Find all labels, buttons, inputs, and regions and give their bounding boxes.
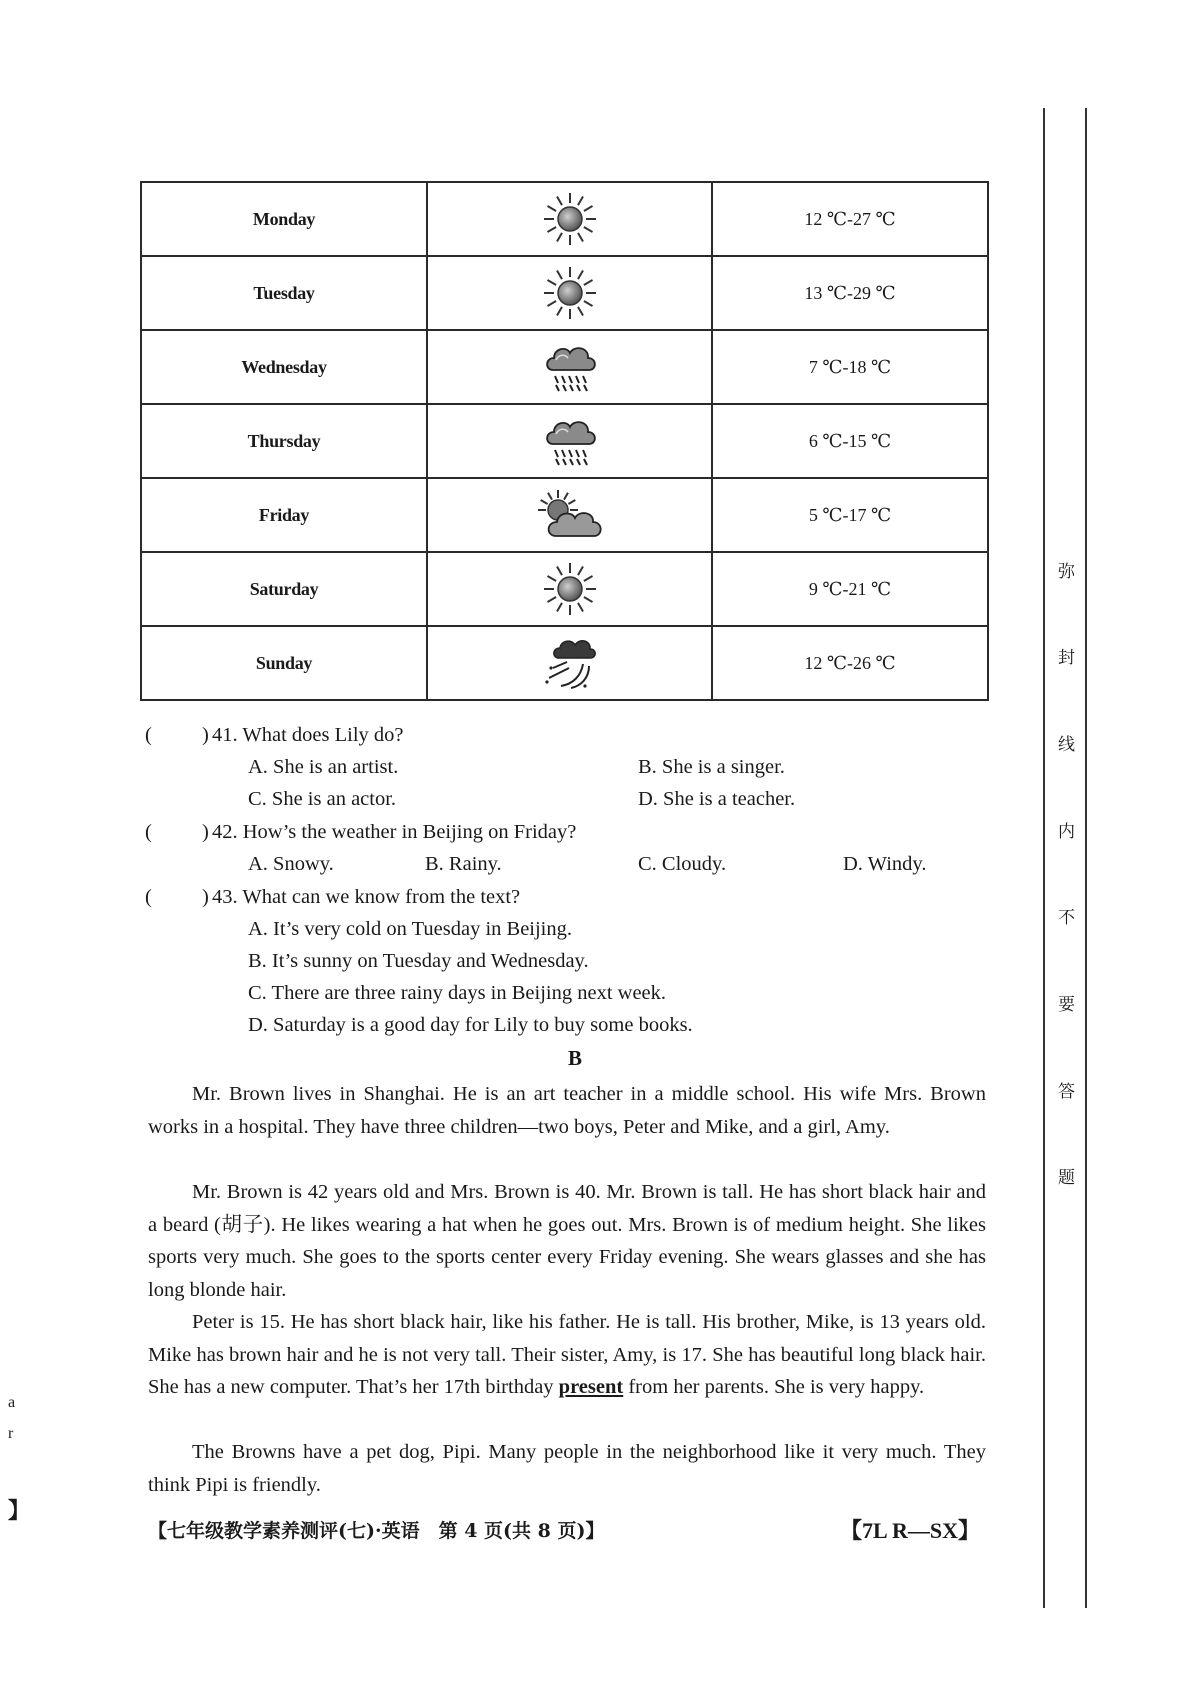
passage-paragraph-1 [148,1078,986,1143]
underlined-word-present: present [558,1376,624,1398]
margin-char-5: 不 [1058,908,1075,928]
temperature-cell: 7 ℃-18 ℃ [712,330,988,404]
margin-char-4: 内 [1058,822,1075,842]
day-cell: Sunday [141,626,427,700]
weather-icon-cell [427,626,712,700]
option-41-c: C. She is an actor. [248,788,397,810]
day-cell: Saturday [141,552,427,626]
paragraph-4-text: The Browns have a pet dog, Pipi. Many people in the neighborhood like it very much. They think Pipi is friendly. [148,1441,986,1496]
section-b-heading: B [567,1046,582,1070]
paragraph-3-text-end: from her parents. She is very happy. [628,1376,925,1398]
weather-icon-cell [427,330,712,404]
paragraph-2-text: Mr. Brown is 42 years old and Mrs. Brown is 40. Mr. Brown is tall. He has short black hair and a beard (胡子). He likes wearing a hat when he goes out. Mrs. Brown is of medium height. She likes sports very much. She goes to the sports center every Friday evening. She wears glasses and she has long blonde hair. [148,1181,986,1301]
option-42-a: A. Snowy. [248,853,334,875]
temperature-cell: 13 ℃-29 ℃ [712,256,988,330]
cloudy-icon [428,484,711,546]
option-43-c: C. There are three rainy days in Beijing next week. [248,982,667,1004]
scan-mark-3: 】 [8,1498,31,1523]
paragraph-1-text: Mr. Brown lives in Shanghai. He is an art teacher in a middle school. His wife Mrs. Brown works in a hospital. They have three children—two boys, Peter and Mike, and a girl, Amy. [148,1083,986,1138]
day-cell: Friday [141,478,427,552]
margin-char-8: 题 [1058,1168,1075,1188]
sunny-icon [428,559,711,619]
passage-paragraph-3 [148,1306,986,1404]
temperature-cell: 9 ℃-21 ℃ [712,552,988,626]
margin-char-1: 弥 [1058,562,1075,582]
temperature-cell: 5 ℃-17 ℃ [712,478,988,552]
rainy-icon [428,410,711,472]
answer-bracket-43[interactable]: ( [145,886,152,908]
rainy-icon [428,336,711,398]
day-cell: Thursday [141,404,427,478]
weather-row [141,478,988,552]
passage-paragraph-2 [148,1176,986,1306]
option-42-c: C. Cloudy. [638,853,727,875]
option-41-d: D. She is a teacher. [638,788,796,810]
day-cell: Wednesday [141,330,427,404]
question-stem-42: 42. How’s the weather in Beijing on Friday? [212,821,577,843]
margin-char-7: 答 [1058,1082,1075,1102]
footer-code: 【7L R—SX】 [840,1518,980,1543]
option-42-d: D. Windy. [843,853,927,875]
option-41-b: B. She is a singer. [638,756,785,778]
day-cell: Tuesday [141,256,427,330]
paragraph-3-text: Peter is 15. He has short black hair, like his father. He is tall. His brother, Mike, is 13 years old. Mike has brown hair and he is not very tall. Their sister, Amy, is 17. She has beautiful long black hair. She has a new computer. That’s her 17th birthday [148,1311,986,1398]
temperature-cell: 12 ℃-26 ℃ [712,626,988,700]
option-41-a: A. She is an artist. [248,756,399,778]
temperature-cell: 6 ℃-15 ℃ [712,404,988,478]
answer-bracket-42[interactable]: ( [145,821,152,843]
answer-bracket-close-43: ) [202,886,209,908]
weather-icon-cell [427,256,712,330]
weather-row [141,182,988,256]
margin-char-3: 线 [1058,735,1075,755]
weather-row [141,330,988,404]
binding-line-left [1043,108,1045,1608]
option-43-b: B. It’s sunny on Tuesday and Wednesday. [248,950,589,972]
footer-page-info: 【七年级教学素养测评(七)·英语 第 4 页(共 8 页)】 [148,1520,605,1542]
temperature-cell: 12 ℃-27 ℃ [712,182,988,256]
weather-row [141,552,988,626]
scan-mark-2: r [8,1425,14,1442]
sunny-icon [428,263,711,323]
binding-line-right [1085,108,1087,1608]
answer-bracket-41[interactable]: ( [145,724,152,746]
question-stem-41: 41. What does Lily do? [212,724,404,746]
margin-char-6: 要 [1058,995,1075,1015]
weather-row [141,626,988,700]
answer-bracket-close-41: ) [202,724,209,746]
option-42-b: B. Rainy. [425,853,502,875]
passage-paragraph-4 [148,1436,986,1501]
scan-mark-1: a [8,1394,16,1411]
weather-icon-cell [427,478,712,552]
question-stem-43: 43. What can we know from the text? [212,886,521,908]
day-cell: Monday [141,182,427,256]
weather-row [141,404,988,478]
option-43-d: D. Saturday is a good day for Lily to buy some books. [248,1014,693,1036]
weather-icon-cell [427,552,712,626]
weather-icon-cell [427,404,712,478]
weather-row [141,256,988,330]
sunny-icon [428,189,711,249]
windy-icon [428,632,711,694]
option-43-a: A. It’s very cold on Tuesday in Beijing. [248,918,573,940]
answer-bracket-close-42: ) [202,821,209,843]
weather-icon-cell [427,182,712,256]
weather-table [140,181,989,701]
margin-char-2: 封 [1058,648,1075,668]
